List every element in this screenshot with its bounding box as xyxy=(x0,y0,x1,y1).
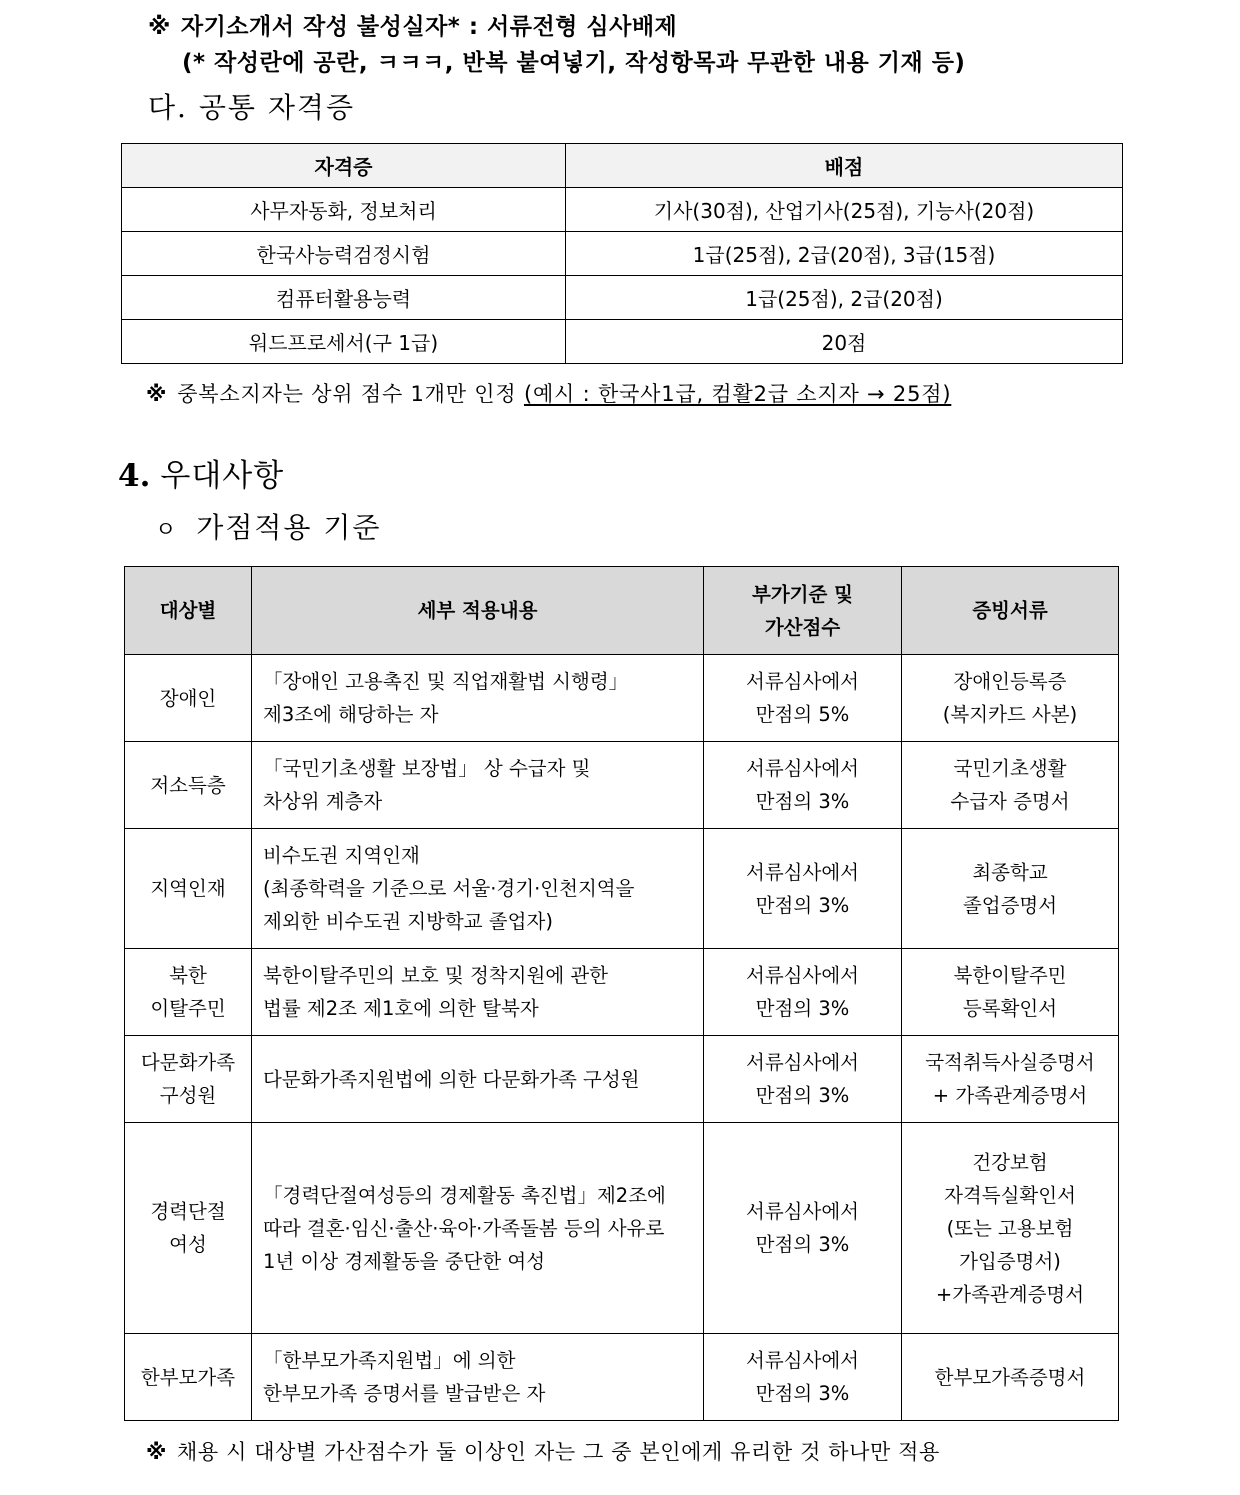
target-cell xyxy=(125,1334,252,1421)
detail-cell-line: 법률 제2조 제1호에 의한 탈북자 xyxy=(263,997,539,1020)
target-cell-line: 구성원 xyxy=(159,1084,217,1107)
certificate-name: 한국사능력검정시험 xyxy=(122,232,566,276)
score-cell-line: 서류심사에서 xyxy=(745,1349,860,1372)
docs-cell xyxy=(902,655,1119,742)
score-cell-line: 만점의 3% xyxy=(755,1382,850,1405)
docs-cell-line: 한부모가족증명서 xyxy=(934,1365,1086,1389)
header-score: 배점 xyxy=(566,144,1123,188)
certificate-score: 20점 xyxy=(566,320,1123,364)
docs-cell-line: 국적취득사실증명서 xyxy=(925,1051,1095,1074)
docs-cell-line: 건강보험 xyxy=(972,1150,1048,1174)
header-target: 대상별 xyxy=(125,567,252,655)
score-cell-line: 만점의 3% xyxy=(755,997,850,1020)
table-header-row xyxy=(125,567,1119,655)
table-row xyxy=(122,232,1123,276)
target-cell-line: 저소득층 xyxy=(150,773,226,797)
target-cell xyxy=(125,829,252,949)
detail-cell-line: 제외한 비수도권 지방학교 졸업자) xyxy=(263,910,553,933)
score-cell xyxy=(704,742,902,829)
common-certificate-table xyxy=(121,143,1123,364)
docs-cell-line: 자격득실확인서 xyxy=(944,1183,1076,1207)
section-common-title: 다. 공통 자격증 xyxy=(148,91,355,124)
reference-mark: ※ xyxy=(146,382,168,406)
detail-cell-line: 다문화가족지원법에 의한 다문화가족 구성원 xyxy=(263,1067,640,1091)
detail-cell-line: 한부모가족 증명서를 발급받은 자 xyxy=(263,1382,546,1405)
target-cell-line: 지역인재 xyxy=(150,877,226,900)
detail-cell xyxy=(252,1036,704,1123)
score-cell-line: 서류심사에서 xyxy=(745,964,860,987)
detail-cell-line: 북한이탈주민의 보호 및 정착지원에 관한 xyxy=(263,964,609,987)
docs-cell xyxy=(902,1334,1119,1421)
table-row xyxy=(125,1334,1119,1421)
docs-cell-line: 장애인등록증 xyxy=(953,670,1067,693)
score-cell-line: 만점의 3% xyxy=(755,1233,850,1256)
target-cell xyxy=(125,1123,252,1334)
header-score xyxy=(704,567,902,655)
score-cell xyxy=(704,655,902,742)
table-row xyxy=(125,655,1119,742)
section-title: 우대사항 xyxy=(160,458,285,494)
self-intro-note-detail: (* 작성란에 공란, ㅋㅋㅋ, 반복 붙여넣기, 작성항목과 무관한 내용 기재 등) xyxy=(182,50,966,76)
detail-cell-line: 1년 이상 경제활동을 중단한 여성 xyxy=(263,1249,546,1273)
score-cell-line: 만점의 5% xyxy=(755,703,850,726)
score-cell-line: 서류심사에서 xyxy=(745,670,860,693)
docs-cell xyxy=(902,1036,1119,1123)
detail-cell-line: 「한부모가족지원법」에 의한 xyxy=(263,1349,516,1372)
detail-cell-line: 「경력단절여성등의 경제활동 촉진법」제2조에 xyxy=(263,1183,666,1207)
preference-table xyxy=(124,566,1119,1421)
score-cell-line: 서류심사에서 xyxy=(745,1051,860,1074)
score-cell-line: 서류심사에서 xyxy=(745,860,860,884)
header-score-line: 가산점수 xyxy=(764,615,841,639)
target-cell xyxy=(125,742,252,829)
header-docs: 증빙서류 xyxy=(902,567,1119,655)
detail-cell-line: 제3조에 해당하는 자 xyxy=(263,703,439,726)
detail-cell xyxy=(252,1123,704,1334)
target-cell-line: 한부모가족 xyxy=(140,1365,236,1389)
certificate-name: 사무자동화, 정보처리 xyxy=(122,188,566,232)
score-cell xyxy=(704,1334,902,1421)
detail-cell xyxy=(252,829,704,949)
detail-cell-line: 비수도권 지역인재 xyxy=(263,844,420,867)
docs-cell xyxy=(902,1123,1119,1334)
certificate-score: 1급(25점), 2급(20점), 3급(15점) xyxy=(566,232,1123,276)
score-cell xyxy=(704,1036,902,1123)
header-certificate: 자격증 xyxy=(122,144,566,188)
certificate-name: 컴퓨터활용능력 xyxy=(122,276,566,320)
certificate-score: 기사(30점), 산업기사(25점), 기능사(20점) xyxy=(566,188,1123,232)
target-cell xyxy=(125,949,252,1036)
docs-cell-line: (또는 고용보험 xyxy=(946,1216,1074,1240)
score-cell-line: 서류심사에서 xyxy=(745,1200,860,1223)
target-cell-line: 여성 xyxy=(169,1233,207,1256)
docs-cell-line: 가입증명서) xyxy=(959,1249,1061,1273)
target-cell-line: 경력단절 xyxy=(150,1200,226,1223)
target-cell xyxy=(125,1036,252,1123)
docs-cell-line: 등록확인서 xyxy=(962,997,1058,1020)
certificate-name: 워드프로세서(구 1급) xyxy=(122,320,566,364)
score-cell xyxy=(704,1123,902,1334)
detail-cell-line: 따라 결혼·임신·출산·육아·가족돌봄 등의 사유로 xyxy=(263,1216,665,1240)
table-row xyxy=(125,829,1119,949)
docs-cell-line: 졸업증명서 xyxy=(962,893,1058,917)
score-cell xyxy=(704,949,902,1036)
detail-cell xyxy=(252,1334,704,1421)
table-row xyxy=(125,1123,1119,1334)
table-row xyxy=(125,742,1119,829)
score-cell xyxy=(704,829,902,949)
duplicate-note-text: 중복소지자는 상위 점수 1개만 인정 xyxy=(177,382,524,406)
score-cell-line: 만점의 3% xyxy=(755,1084,850,1107)
target-cell-line: 북한 xyxy=(169,964,207,987)
detail-cell xyxy=(252,949,704,1036)
bullet-icon: ㅇ xyxy=(155,518,179,543)
header-detail: 세부 적용내용 xyxy=(252,567,704,655)
docs-cell-line: 북한이탈주민 xyxy=(953,964,1067,987)
docs-cell-line: (복지카드 사본) xyxy=(942,703,1078,726)
table-row xyxy=(125,949,1119,1036)
subsection-title-text: 가점적용 기준 xyxy=(196,511,382,544)
duplicate-example: (예시 : 한국사1급, 컴활2급 소지자 → 25점) xyxy=(523,382,952,406)
docs-cell xyxy=(902,949,1119,1036)
target-cell xyxy=(125,655,252,742)
detail-cell-line: 「장애인 고용촉진 및 직업재활법 시행령」 xyxy=(263,670,629,693)
section-number: 4. xyxy=(118,458,151,494)
docs-cell-line: 수급자 증명서 xyxy=(950,790,1070,813)
docs-cell-line: + 가족관계증명서 xyxy=(932,1084,1088,1107)
table-header-row xyxy=(122,144,1123,188)
certificate-score: 1급(25점), 2급(20점) xyxy=(566,276,1123,320)
detail-cell-line: (최종학력을 기준으로 서울·경기·인천지역을 xyxy=(263,877,635,900)
detail-cell xyxy=(252,655,704,742)
duplicate-note xyxy=(146,378,951,408)
score-cell-line: 서류심사에서 xyxy=(745,757,860,780)
table-row xyxy=(122,276,1123,320)
table-row xyxy=(125,1036,1119,1123)
reference-mark: ※ xyxy=(146,1440,168,1464)
table-row xyxy=(122,188,1123,232)
header-score-line: 부가기준 및 xyxy=(752,582,853,606)
section-preference-title xyxy=(118,450,284,495)
score-cell-line: 만점의 3% xyxy=(755,790,850,813)
bonus-rule-note xyxy=(146,1436,940,1466)
bonus-rule-text: 채용 시 대상별 가산점수가 둘 이상인 자는 그 중 본인에게 유리한 것 하나만 적용 xyxy=(177,1440,940,1464)
self-intro-note xyxy=(148,8,677,41)
docs-cell-line: +가족관계증명서 xyxy=(935,1282,1085,1306)
target-cell-line: 이탈주민 xyxy=(150,997,226,1020)
detail-cell-line: 차상위 계층자 xyxy=(263,790,383,813)
detail-cell xyxy=(252,742,704,829)
docs-cell-line: 최종학교 xyxy=(972,860,1048,884)
reference-mark: ※ xyxy=(148,14,171,40)
docs-cell xyxy=(902,829,1119,949)
score-cell-line: 만점의 3% xyxy=(755,893,850,917)
subsection-title xyxy=(155,506,381,546)
detail-cell-line: 「국민기초생활 보장법」 상 수급자 및 xyxy=(263,757,591,780)
docs-cell xyxy=(902,742,1119,829)
target-cell-line: 장애인 xyxy=(159,686,217,710)
docs-cell-line: 국민기초생활 xyxy=(953,757,1067,780)
target-cell-line: 다문화가족 xyxy=(140,1051,236,1074)
table-row xyxy=(122,320,1123,364)
self-intro-note-text: 자기소개서 작성 불성실자* : 서류전형 심사배제 xyxy=(180,14,678,40)
